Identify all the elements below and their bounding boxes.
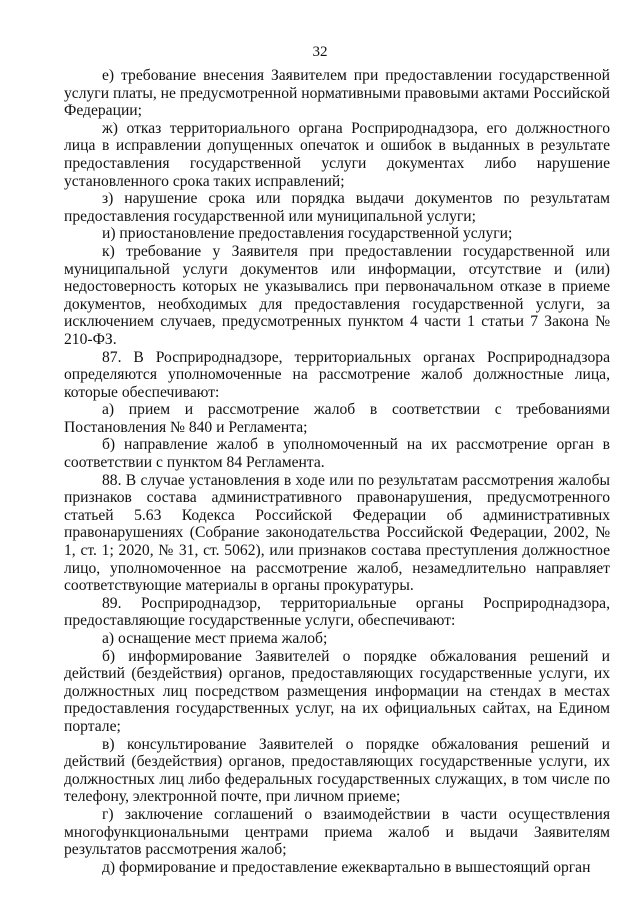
paragraph-z-issue-deadline: з) нарушение срока или порядка выдачи документов по результатам предоставления государственной или муниципальной услуги;: [64, 190, 610, 225]
paragraph-i-suspension: и) приостановление предоставления государственной услуги;: [102, 225, 513, 243]
paragraph-89-b: б) информирование Заявителей о порядке обжалования решений и действий (бездействия) органов, предоставляющих государственные услуги, их должностных лиц посредством размещения информации на стендах в местах предоставления государственных услуг, на их официальных сайтах, на Едином портале;: [64, 647, 610, 735]
page-number: 32: [312, 44, 328, 60]
paragraph-e-fee-requirement: е) требование внесения Заявителем при предоставлении государственной услуги платы, не предусмотренной нормативными правовыми актами Российской Федерации;: [64, 67, 610, 120]
paragraph-zh-correction-refusal: ж) отказ территориального органа Росприроднадзора, его должностного лица в исправлении допущенных опечаток и ошибок в выданных в результате предоставления государственной услуги документах либо нарушение установленного срока таких исправлений;: [64, 119, 610, 190]
paragraph-89-d: д) формирование и предоставление ежеквартально в вышестоящий орган: [102, 858, 591, 876]
paragraph-89: 89. Росприроднадзор, территориальные органы Росприроднадзора, предоставляющие государственные услуги, обеспечивают:: [64, 594, 610, 630]
paragraph-k-document-requirement: к) требование у Заявителя при предоставлении государственной или муниципальной услуги документов или информации, отсутствие и (или) недостоверность которых не указывались при первоначальном отказе в приеме документов, необходимых для предоставления государственной услуги, за исключением случаев, предусмотренных пунктом 4 части 1 статьи 7 Закона № 210-ФЗ.: [64, 242, 610, 348]
paragraph-89-g: г) заключение соглашений о взаимодействии в части осуществления многофункциональными центрами приема жалоб и выдачи Заявителям результатов рассмотрения жалоб;: [64, 805, 610, 859]
paragraph-87-b: б) направление жалоб в уполномоченный на их рассмотрение орган в соответствии с пунктом 84 Регламента.: [64, 436, 610, 472]
paragraph-89-v: в) консультирование Заявителей о порядке обжалования решений и действий (бездействия) органов, предоставляющих государственные услуги, их должностных лиц либо федеральных государственных служащих, в том числе по телефону, электронной почте, при личном приеме;: [64, 735, 610, 806]
document-body: [64, 67, 610, 876]
paragraph-87: 87. В Росприроднадзоре, территориальных органах Росприроднадзора определяются уполномоченные на рассмотрение жалоб должностные лица, которые обеспечивают:: [64, 348, 610, 401]
paragraph-89-a: а) оснащение мест приема жалоб;: [102, 630, 328, 647]
paragraph-87-a: а) прием и рассмотрение жалоб в соответствии с требованиями Постановления № 840 и Регламента;: [64, 401, 610, 436]
paragraph-88: 88. В случае установления в ходе или по результатам рассмотрения жалобы признаков состава административного правонарушения, предусмотренного статьей 5.63 Кодекса Российской Федерации об административных правонарушениях (Собрание законодательства Российской Федерации, 2002, № 1, ст. 1; 2020, № 31, ст. 5062), или признаков состава преступления должностное лицо, уполномоченное на рассмотрение жалоб, незамедлительно направляет соответствующие материалы в органы прокуратуры.: [64, 471, 610, 595]
